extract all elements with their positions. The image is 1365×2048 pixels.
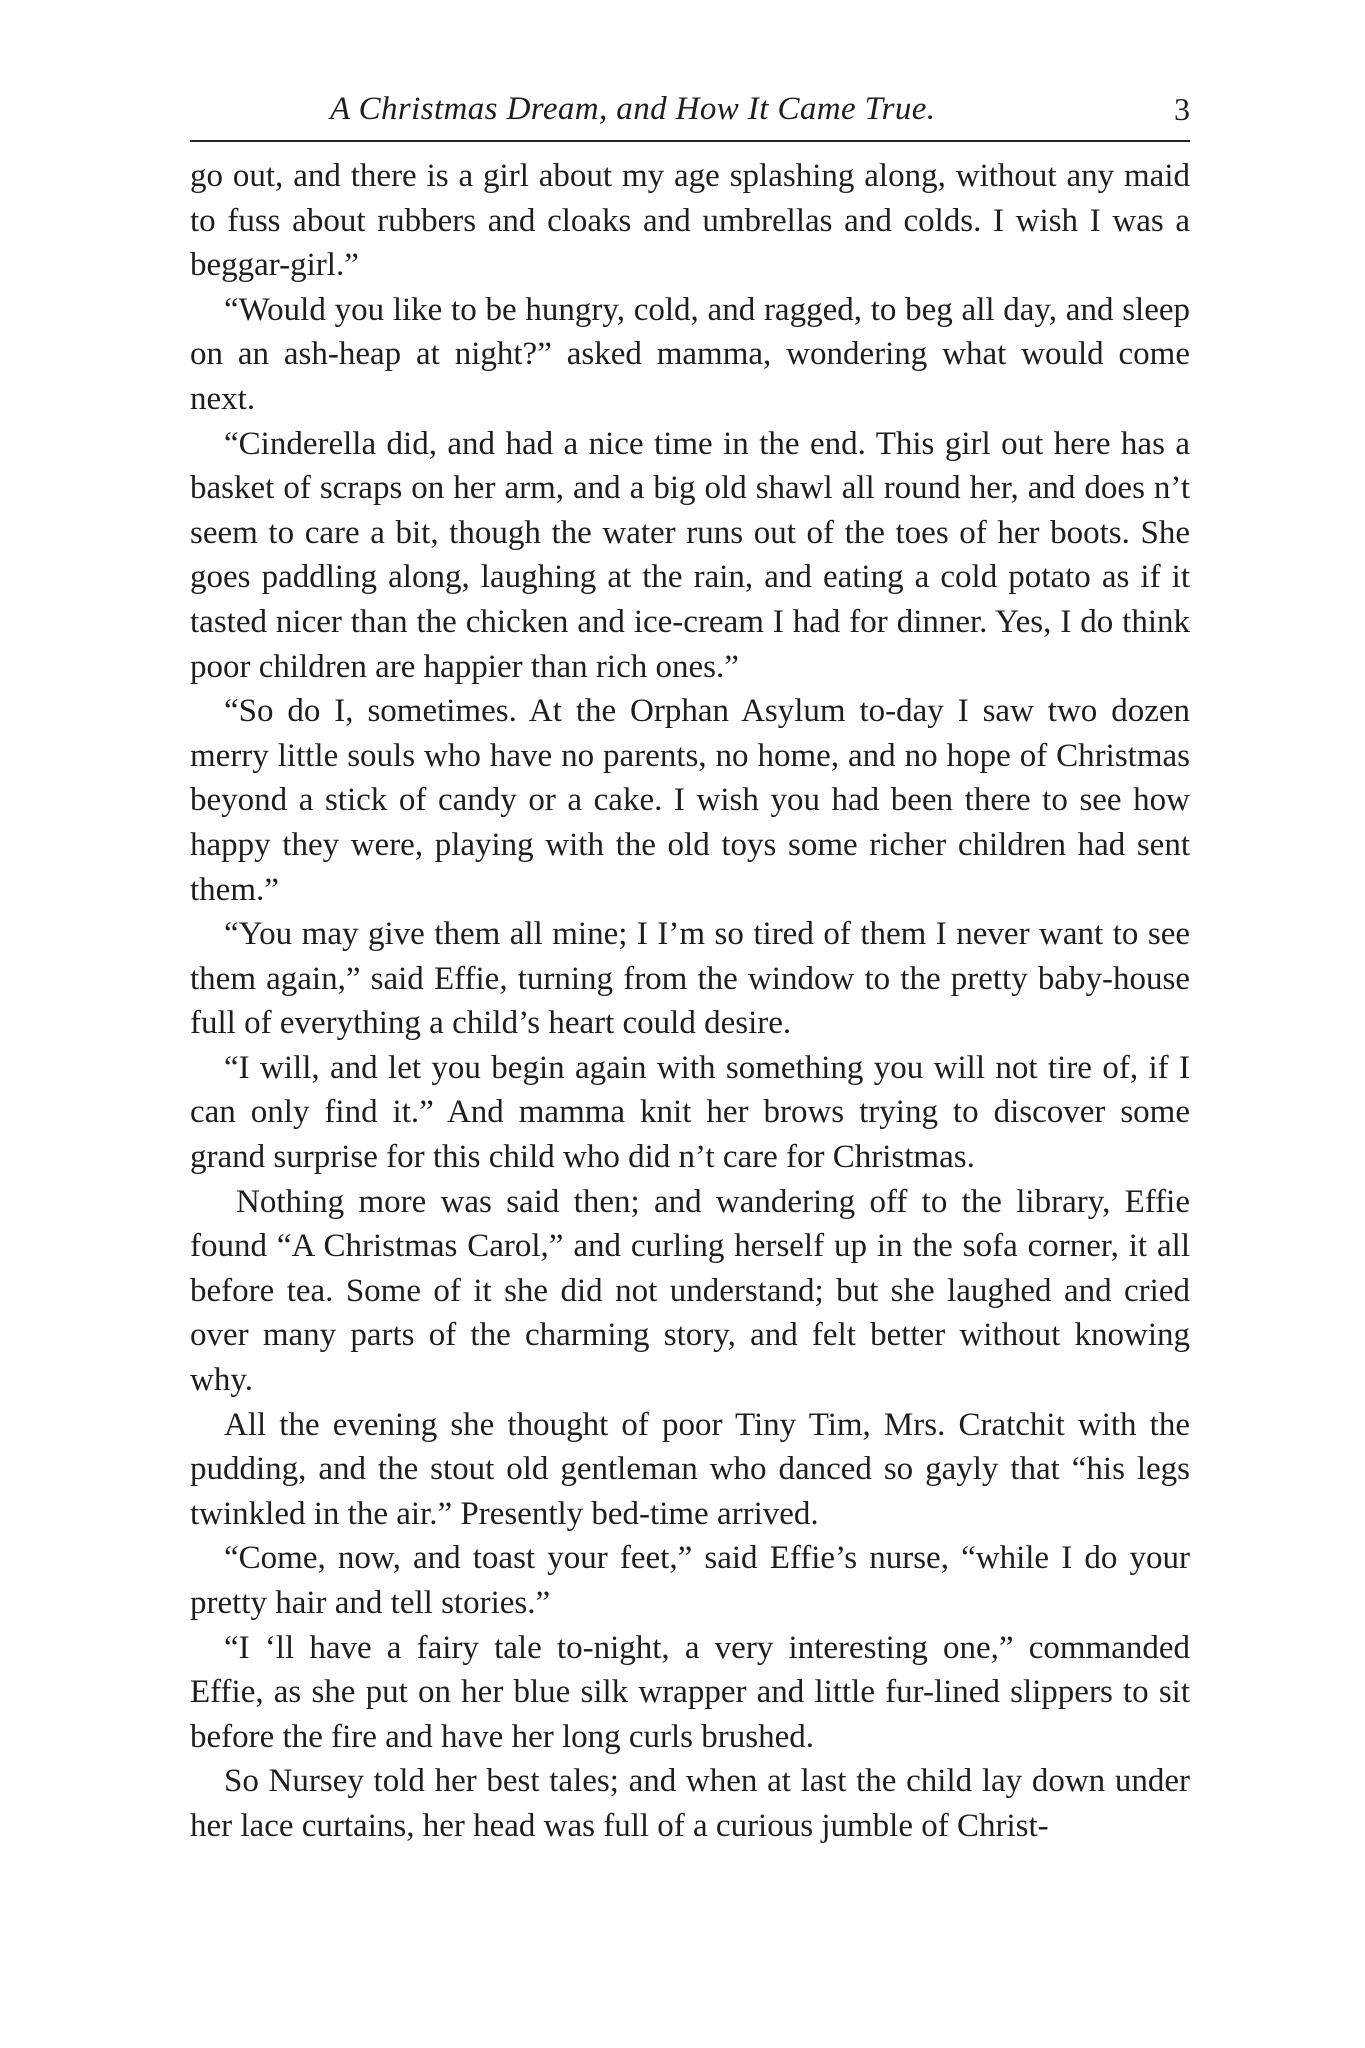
paragraph: “Come, now, and toast your feet,” said Effie’s nurse, “while I do your pretty hair and tell stories.”: [190, 1540, 1190, 1621]
paragraph: “You may give them all mine; I I’m so tired of them I never want to see them again,” said Effie, turning from the window to the pretty baby-house full of everything a child’s heart could desire.: [190, 916, 1190, 1042]
paragraph: “So do I, sometimes. At the Orphan Asylum to-day I saw two dozen merry little souls who have no parents, no home, and no hope of Christmas beyond a stick of candy or a cake. I wish you had been there to see how happy they were, playing with the old toys some richer children had sent them.”: [190, 693, 1190, 908]
paragraph: All the evening she thought of poor Tiny Tim, Mrs. Cratchit with the pudding, and the stout old gentleman who danced so gayly that “his legs twinkled in the air.” Presently bed-time arrived.: [190, 1406, 1190, 1532]
running-header: [190, 88, 1190, 142]
running-title: A Christmas Dream, and How It Came True.: [330, 91, 936, 127]
page-number: 3: [1174, 91, 1190, 127]
body-text: [190, 154, 1190, 1849]
paragraph: “I will, and let you begin again with something you will not tire of, if I can only find it.” And mamma knit her brows trying to discover some grand surprise for this child who did n’t care for Christmas.: [190, 1049, 1190, 1176]
paragraph: go out, and there is a girl about my age splashing along, without any maid to fuss about rubbers and cloaks and umbrellas and colds. I wish I was a beggar-girl.”: [190, 158, 1190, 284]
paragraph: “Cinderella did, and had a nice time in the end. This girl out here has a basket of scraps on her arm, and a big old shawl all round her, and does n’t seem to care a bit, though the water runs out of the toes of her boots. She goes paddling along, laughing at the rain, and eating a cold potato as if it tasted nicer than the chicken and ice-cream I had for dinner. Yes, I do think poor children are happier than rich ones.”: [190, 425, 1190, 685]
book-page: [190, 88, 1190, 1849]
paragraph: “I ‘ll have a fairy tale to-night, a very interesting one,” commanded Effie, as she put on her blue silk wrapper and little fur-lined slippers to sit before the fire and have her long curls brushed.: [190, 1629, 1190, 1755]
paragraph: So Nursey told her best tales; and when at last the child lay down under her lace curtains, her head was full of a curious jumble of Christ-: [190, 1763, 1190, 1844]
paragraph: Nothing more was said then; and wandering off to the library, Effie found “A Christmas Carol,” and curling herself up in the sofa corner, it all before tea. Some of it she did not understand; but she laughed and cried over many parts of the charming story, and felt better without knowing why.: [190, 1183, 1190, 1399]
paragraph: “Would you like to be hungry, cold, and ragged, to beg all day, and sleep on an ash-heap at night?” asked mamma, wondering what would come next.: [190, 291, 1190, 417]
